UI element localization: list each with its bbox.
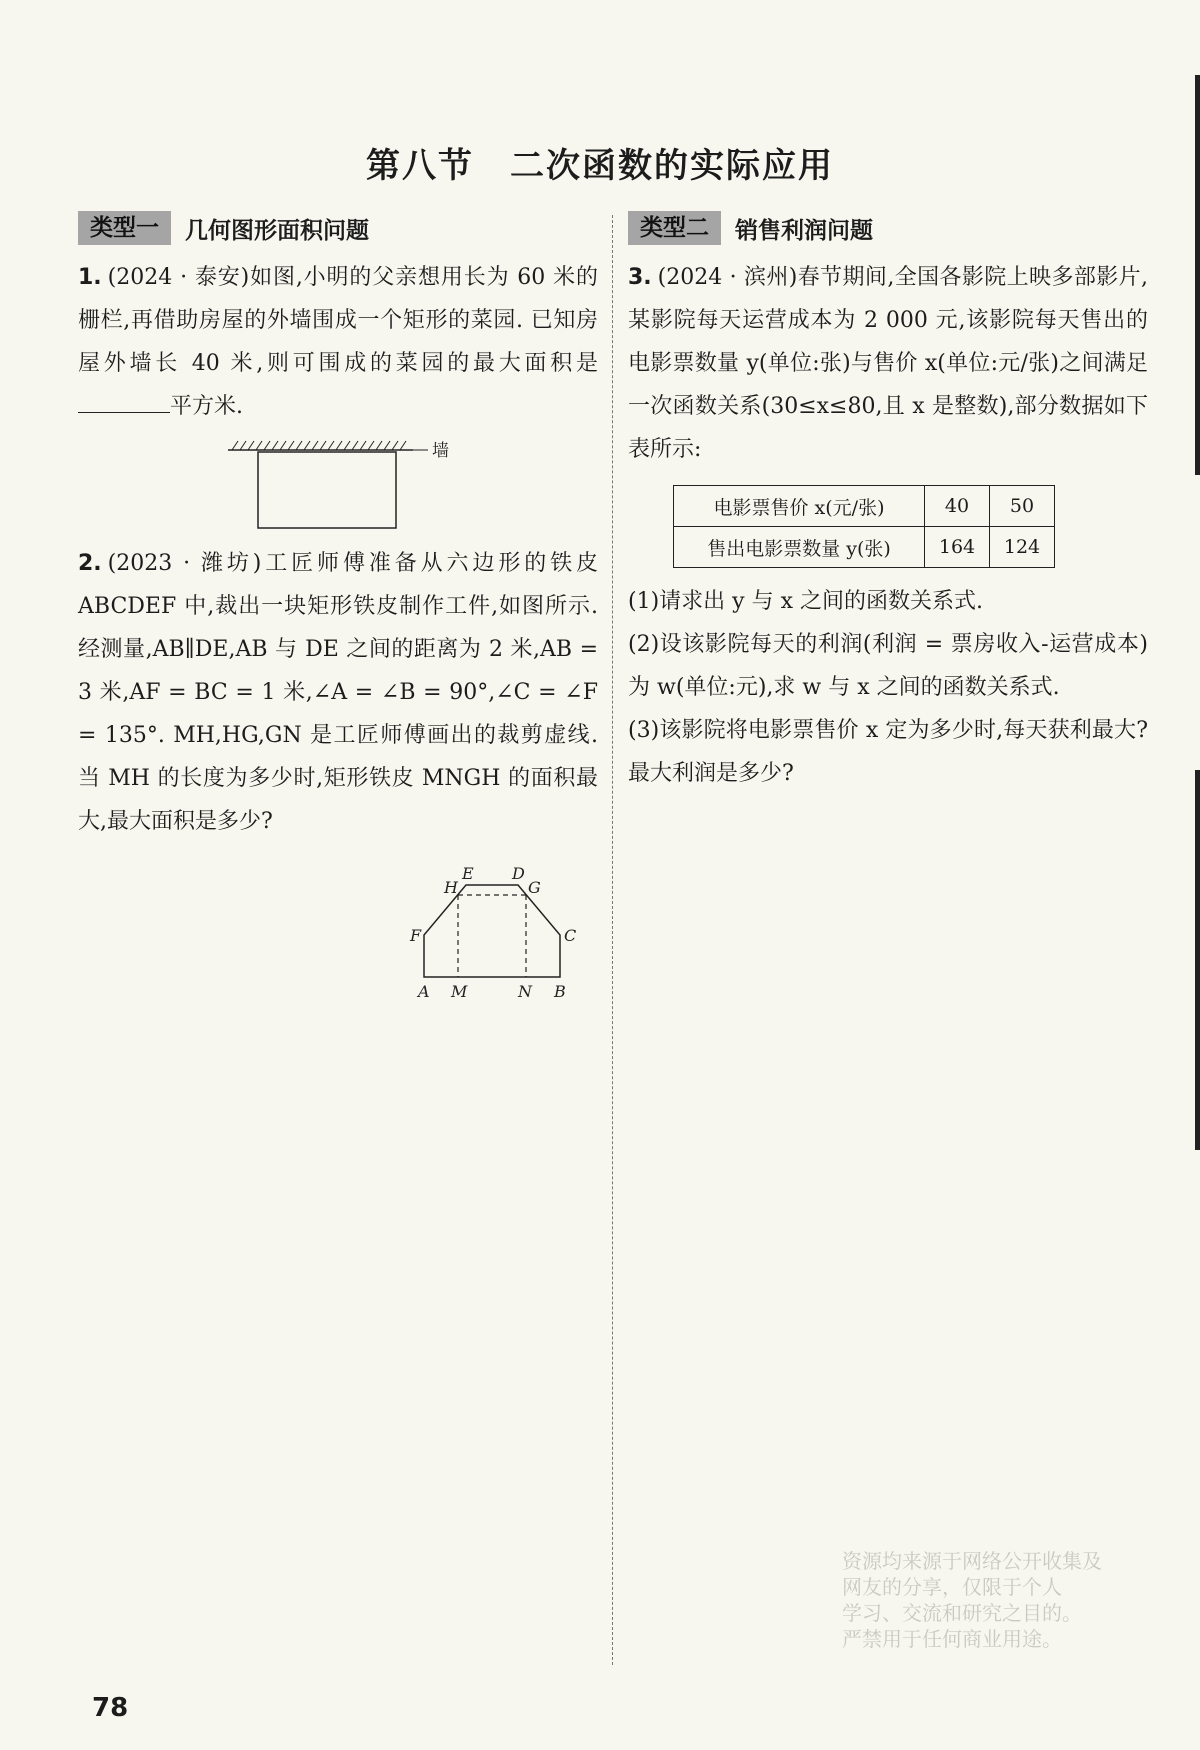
problem-3 — [628, 256, 1148, 471]
subquestion-2: (2)设该影院每天的利润(利润 = 票房收入-运营成本)为 w(单位:元),求 w 与 x 之间的函数关系式. — [628, 632, 1148, 700]
column-divider — [612, 215, 613, 1665]
table-row — [674, 486, 1055, 527]
watermark-line: 资源均来源于网络公开收集及 — [842, 1549, 1102, 1573]
section-heading: 销售利润问题 — [735, 217, 873, 244]
left-column — [78, 210, 598, 1007]
label-N: N — [518, 982, 532, 1001]
label-M: M — [451, 982, 468, 1001]
label-D: D — [512, 864, 525, 883]
watermark-line: 学习、交流和研究之目的。 — [842, 1601, 1082, 1625]
figure-garden — [228, 432, 468, 532]
problem-text: (2023 · 潍坊)工匠师傅准备从六边形的铁皮 ABCDEF 中,裁出一块矩形铁皮制作工件,如图所示. 经测量,AB∥DE,AB 与 DE 之间的距离为 2 米,AB = 3 米,AF = BC = 1 米,∠A = ∠B = 90°,∠C = ∠F = 135°. MH,HG,GN 是工匠师傅画出的裁剪虚线. 当 MH 的长度为多少时,矩形铁皮 MNGH 的面积最大,最大面积是多少? — [78, 551, 598, 834]
edge-mark — [1195, 75, 1200, 475]
problem-2 — [78, 542, 598, 843]
subquestion-3: (3)该影院将电影票售价 x 定为多少时,每天获利最大? 最大利润是多少? — [628, 718, 1148, 786]
page-number: 78 — [92, 1693, 129, 1723]
label-E: E — [462, 864, 474, 883]
watermark — [842, 1548, 1192, 1652]
section-header-type1 — [78, 210, 598, 246]
garden-diagram — [228, 432, 468, 532]
table-cell: 50 — [990, 486, 1055, 527]
table-cell: 124 — [990, 527, 1055, 568]
wall-label: 墙 — [432, 441, 449, 461]
problem-text-end: 平方米. — [170, 394, 243, 419]
watermark-line: 网友的分享，仅限于个人 — [842, 1575, 1062, 1599]
right-column — [628, 210, 1148, 795]
label-A: A — [418, 982, 430, 1001]
subquestion-1: (1)请求出 y 与 x 之间的函数关系式. — [628, 589, 983, 614]
section-tag: 类型一 — [78, 211, 171, 245]
problem-text: (2024 · 滨州)春节期间,全国各影院上映多部影片,某影院每天运营成本为 2 000 元,该影院每天售出的电影票数量 y(单位:张)与售价 x(单位:元/张)之间满足一次函数关系(30≤x≤80,且 x 是整数),部分数据如下表所示: — [628, 265, 1148, 462]
problem-number: 3. — [628, 265, 652, 290]
hexagon-diagram — [398, 857, 598, 1007]
answer-blank — [78, 390, 170, 413]
table-cell: 164 — [925, 527, 990, 568]
problem-number: 2. — [78, 551, 102, 576]
section-heading: 几何图形面积问题 — [185, 217, 369, 244]
data-table — [673, 485, 1055, 568]
table-cell: 售出电影票数量 y(张) — [674, 527, 925, 568]
problem-text: (2024 · 泰安)如图,小明的父亲想用长为 60 米的栅栏,再借助房屋的外墙围成一个矩形的菜园. 已知房屋外墙长 40 米,则可围成的菜园的最大面积是 — [78, 265, 598, 376]
problem-1 — [78, 256, 598, 428]
edge-mark — [1195, 770, 1200, 1150]
label-H: H — [444, 878, 458, 897]
page-title: 第八节 二次函数的实际应用 — [366, 146, 834, 186]
watermark-line: 严禁用于任何商业用途。 — [842, 1627, 1062, 1651]
table-cell: 40 — [925, 486, 990, 527]
problem-number: 1. — [78, 265, 102, 290]
section-tag: 类型二 — [628, 211, 721, 245]
table-cell: 电影票售价 x(元/张) — [674, 486, 925, 527]
figure-hexagon — [398, 857, 598, 1007]
section-header-type2 — [628, 210, 1148, 246]
label-B: B — [554, 982, 566, 1001]
label-G: G — [528, 878, 541, 897]
table-row — [674, 527, 1055, 568]
label-C: C — [564, 926, 577, 945]
label-F: F — [410, 926, 422, 945]
